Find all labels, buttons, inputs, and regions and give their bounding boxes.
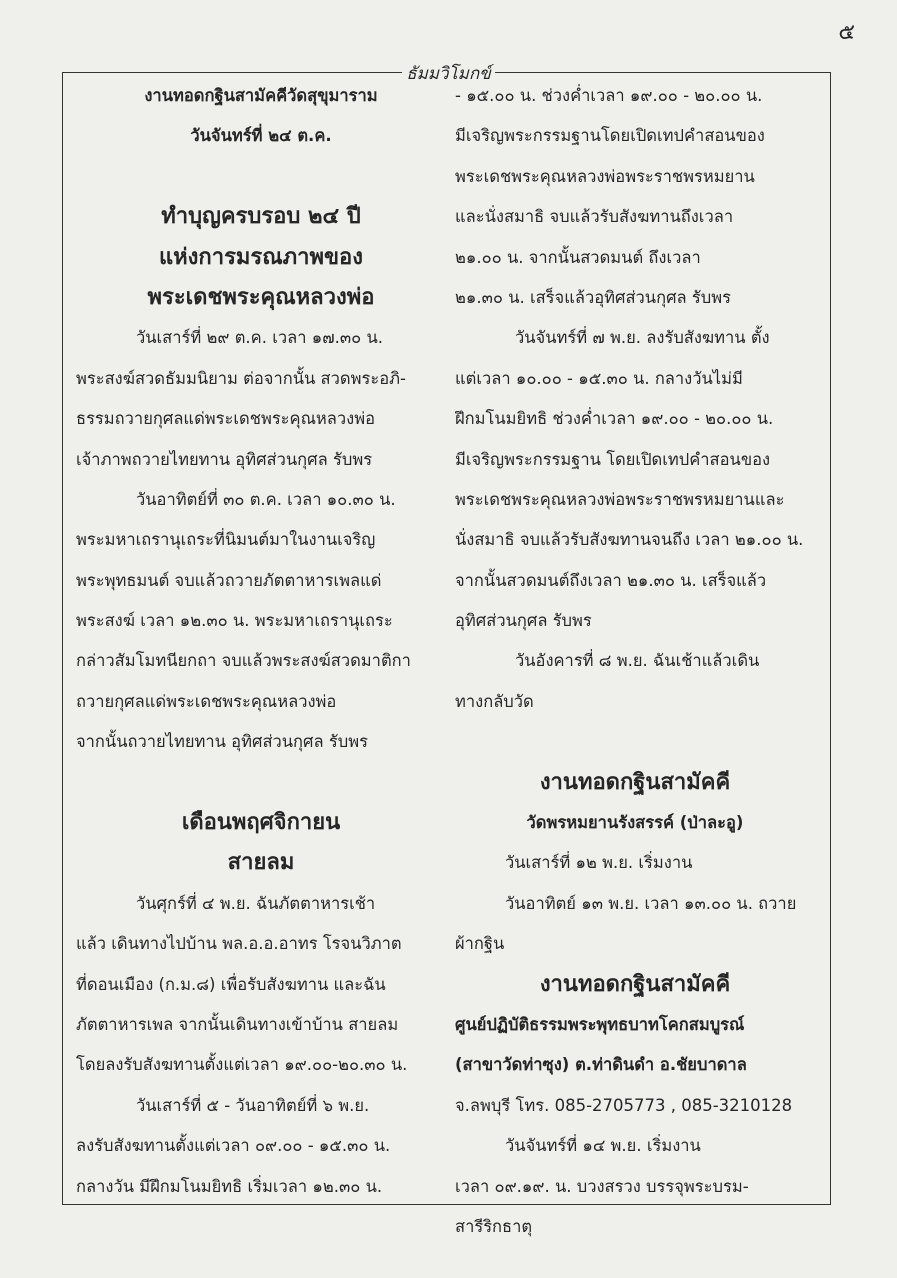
left-line: ถวายกุศลแด่พระเดชพระคุณหลวงพ่อ: [76, 691, 337, 711]
left-line: จากนั้นถวายไทยทาน อุทิศส่วนกุศล รับพร: [76, 732, 368, 752]
left-line: พระสงฆ์ เวลา ๑๒.๓๐ น. พระมหาเถรานุเถระ: [76, 611, 393, 631]
right-line: วันจันทร์ที่ ๑๔ พ.ย. เริ่มงาน: [505, 1136, 701, 1156]
left-column: [76, 76, 446, 1207]
right-spacer: [455, 722, 815, 762]
left-line: วันอาทิตย์ที่ ๓๐ ต.ค. เวลา ๑๐.๓๐ น.: [136, 489, 396, 509]
left-date-monday-24: วันจันทร์ที่ ๒๔ ต.ค.: [190, 126, 332, 146]
right-line: อุทิศส่วนกุศล รับพร: [455, 611, 592, 631]
left-line: พระสงฆ์สวดธัมมนิยาม ต่อจากนั้น สวดพระอภิ-: [76, 368, 406, 388]
left-line: ธรรมถวายกุศลแด่พระเดชพระคุณหลวงพ่อ: [76, 409, 375, 429]
right-line: วันจันทร์ที่ ๗ พ.ย. ลงรับสังฆทาน ตั้ง: [515, 328, 770, 348]
right-line: วันเสาร์ที่ ๑๒ พ.ย. เริ่มงาน: [505, 853, 693, 873]
right-line: ๒๑.๐๐ น. จากนั้นสวดมนต์ ถึงเวลา: [455, 247, 701, 267]
left-line: ลงรับสังฆทานตั้งแต่เวลา ๐๙.๐๐ - ๑๕.๓๐ น.: [76, 1136, 391, 1156]
right-line: วันอาทิตย์ ๑๓ พ.ย. เวลา ๑๓.๐๐ น. ถวาย: [505, 893, 797, 913]
left-line: วันศุกร์ที่ ๔ พ.ย. ฉันภัตตาหารเช้า: [136, 893, 376, 913]
right-line: แต่เวลา ๑๐.๐๐ - ๑๕.๓๐ น. กลางวันไม่มี: [455, 368, 743, 388]
right-heading-center-name: ศูนย์ปฏิบัติธรรมพระพุทธบาทโคกสมบูรณ์: [455, 1014, 745, 1034]
left-line: วันเสาร์ที่ ๒๙ ต.ค. เวลา ๑๗.๓๐ น.: [136, 328, 383, 348]
left-line: แล้ว เดินทางไปบ้าน พล.อ.อ.อาทร โรจนวิภาต: [76, 934, 402, 954]
right-line: มีเจริญพระกรรมฐาน โดยเปิดเทปคำสอนของ: [455, 449, 771, 469]
left-line: เจ้าภาพถวายไทยทาน อุทิศส่วนกุศล รับพร: [76, 449, 373, 469]
right-line: นั่งสมาธิ จบแล้วรับสังฆทานจนถึง เวลา ๒๑.๐๐ น.: [455, 530, 804, 550]
right-heading-kathin-khoksomboon: งานทอดกฐินสามัคคี: [539, 971, 731, 997]
header-title-text: ธัมมวิโมกข์: [402, 64, 495, 84]
left-line: พระพุทธมนต์ จบแล้วถวายภัตตาหารเพลแด่: [76, 570, 382, 590]
right-line: พระเดชพระคุณหลวงพ่อพระราชพรหมยานและ: [455, 489, 785, 509]
left-heading-anniversary-2: แห่งการมรณภาพของ: [159, 244, 363, 270]
right-line: พระเดชพระคุณหลวงพ่อพระราชพรหมยาน: [455, 166, 755, 186]
left-line: โดยลงรับสังฆทานตั้งแต่เวลา ๑๙.๐๐-๒๐.๓๐ น.: [76, 1055, 408, 1075]
left-line: กลางวัน มีฝึกมโนมยิทธิ เริ่มเวลา ๑๒.๓๐ น.: [76, 1176, 383, 1196]
right-heading-wat-phrommayan: วัดพรหมยานรังสรรค์ (ป่าละอู): [526, 813, 744, 833]
right-line: และนั่งสมาธิ จบแล้วรับสังฆทานถึงเวลา: [455, 207, 734, 227]
right-line: วันอังคารที่ ๘ พ.ย. ฉันเช้าแล้วเดิน: [515, 651, 760, 671]
left-heading-anniversary: ทำบุญครบรอบ ๒๔ ปี: [161, 204, 361, 230]
left-heading-kathin-sukhumaram: งานทอดกฐินสามัคคีวัดสุขุมาราม: [144, 86, 378, 105]
right-line: มีเจริญพระกรรมฐานโดยเปิดเทปคำสอนของ: [455, 126, 765, 146]
left-heading-sailom: สายลม: [227, 850, 295, 876]
right-line: - ๑๕.๐๐ น. ช่วงค่ำเวลา ๑๙.๐๐ - ๒๐.๐๐ น.: [455, 86, 763, 105]
right-column: [455, 76, 815, 1247]
left-heading-november: เดือนพฤศจิกายน: [181, 810, 341, 836]
left-spacer: [76, 763, 446, 803]
left-line: วันเสาร์ที่ ๕ - วันอาทิตย์ที่ ๖ พ.ย.: [136, 1095, 370, 1115]
right-line: ๒๑.๓๐ น. เสร็จแล้วอุทิศส่วนกุศล รับพร: [455, 287, 731, 307]
right-line-phone: จ.ลพบุรี โทร. 085-2705773 , 085-3210128: [455, 1095, 793, 1115]
page-number: ๕: [838, 20, 855, 45]
left-line: ภัตตาหารเพล จากนั้นเดินทางเข้าบ้าน สายลม: [76, 1014, 399, 1034]
right-line: เวลา ๐๙.๑๙. น. บวงสรวง บรรจุพระบรม-: [455, 1176, 749, 1196]
right-heading-branch: (สาขาวัดท่าซุง) ต.ท่าดินดำ อ.ชัยบาดาล: [455, 1055, 747, 1075]
right-heading-kathin-palau: งานทอดกฐินสามัคคี: [539, 769, 731, 795]
left-line: ที่ดอนเมือง (ก.ม.๘) เพื่อรับสังฆทาน และฉัน: [76, 974, 386, 994]
left-line: พระมหาเถรานุเถระที่นิมนต์มาในงานเจริญ: [76, 530, 376, 550]
left-heading-anniversary-3: พระเดชพระคุณหลวงพ่อ: [147, 284, 375, 310]
right-line: ทางกลับวัด: [455, 691, 534, 711]
right-line: ผ้ากฐิน: [455, 934, 505, 954]
left-line: กล่าวสัมโมทนียกถา จบแล้วพระสงฆ์สวดมาติกา: [76, 651, 411, 671]
right-line: จากนั้นสวดมนต์ถึงเวลา ๒๑.๓๐ น. เสร็จแล้ว: [455, 570, 767, 590]
right-line: ฝึกมโนมยิทธิ ช่วงค่ำเวลา ๑๙.๐๐ - ๒๐.๐๐ น.: [455, 409, 774, 429]
left-spacer: [76, 157, 446, 197]
right-line: สารีริกธาตุ: [455, 1216, 533, 1236]
